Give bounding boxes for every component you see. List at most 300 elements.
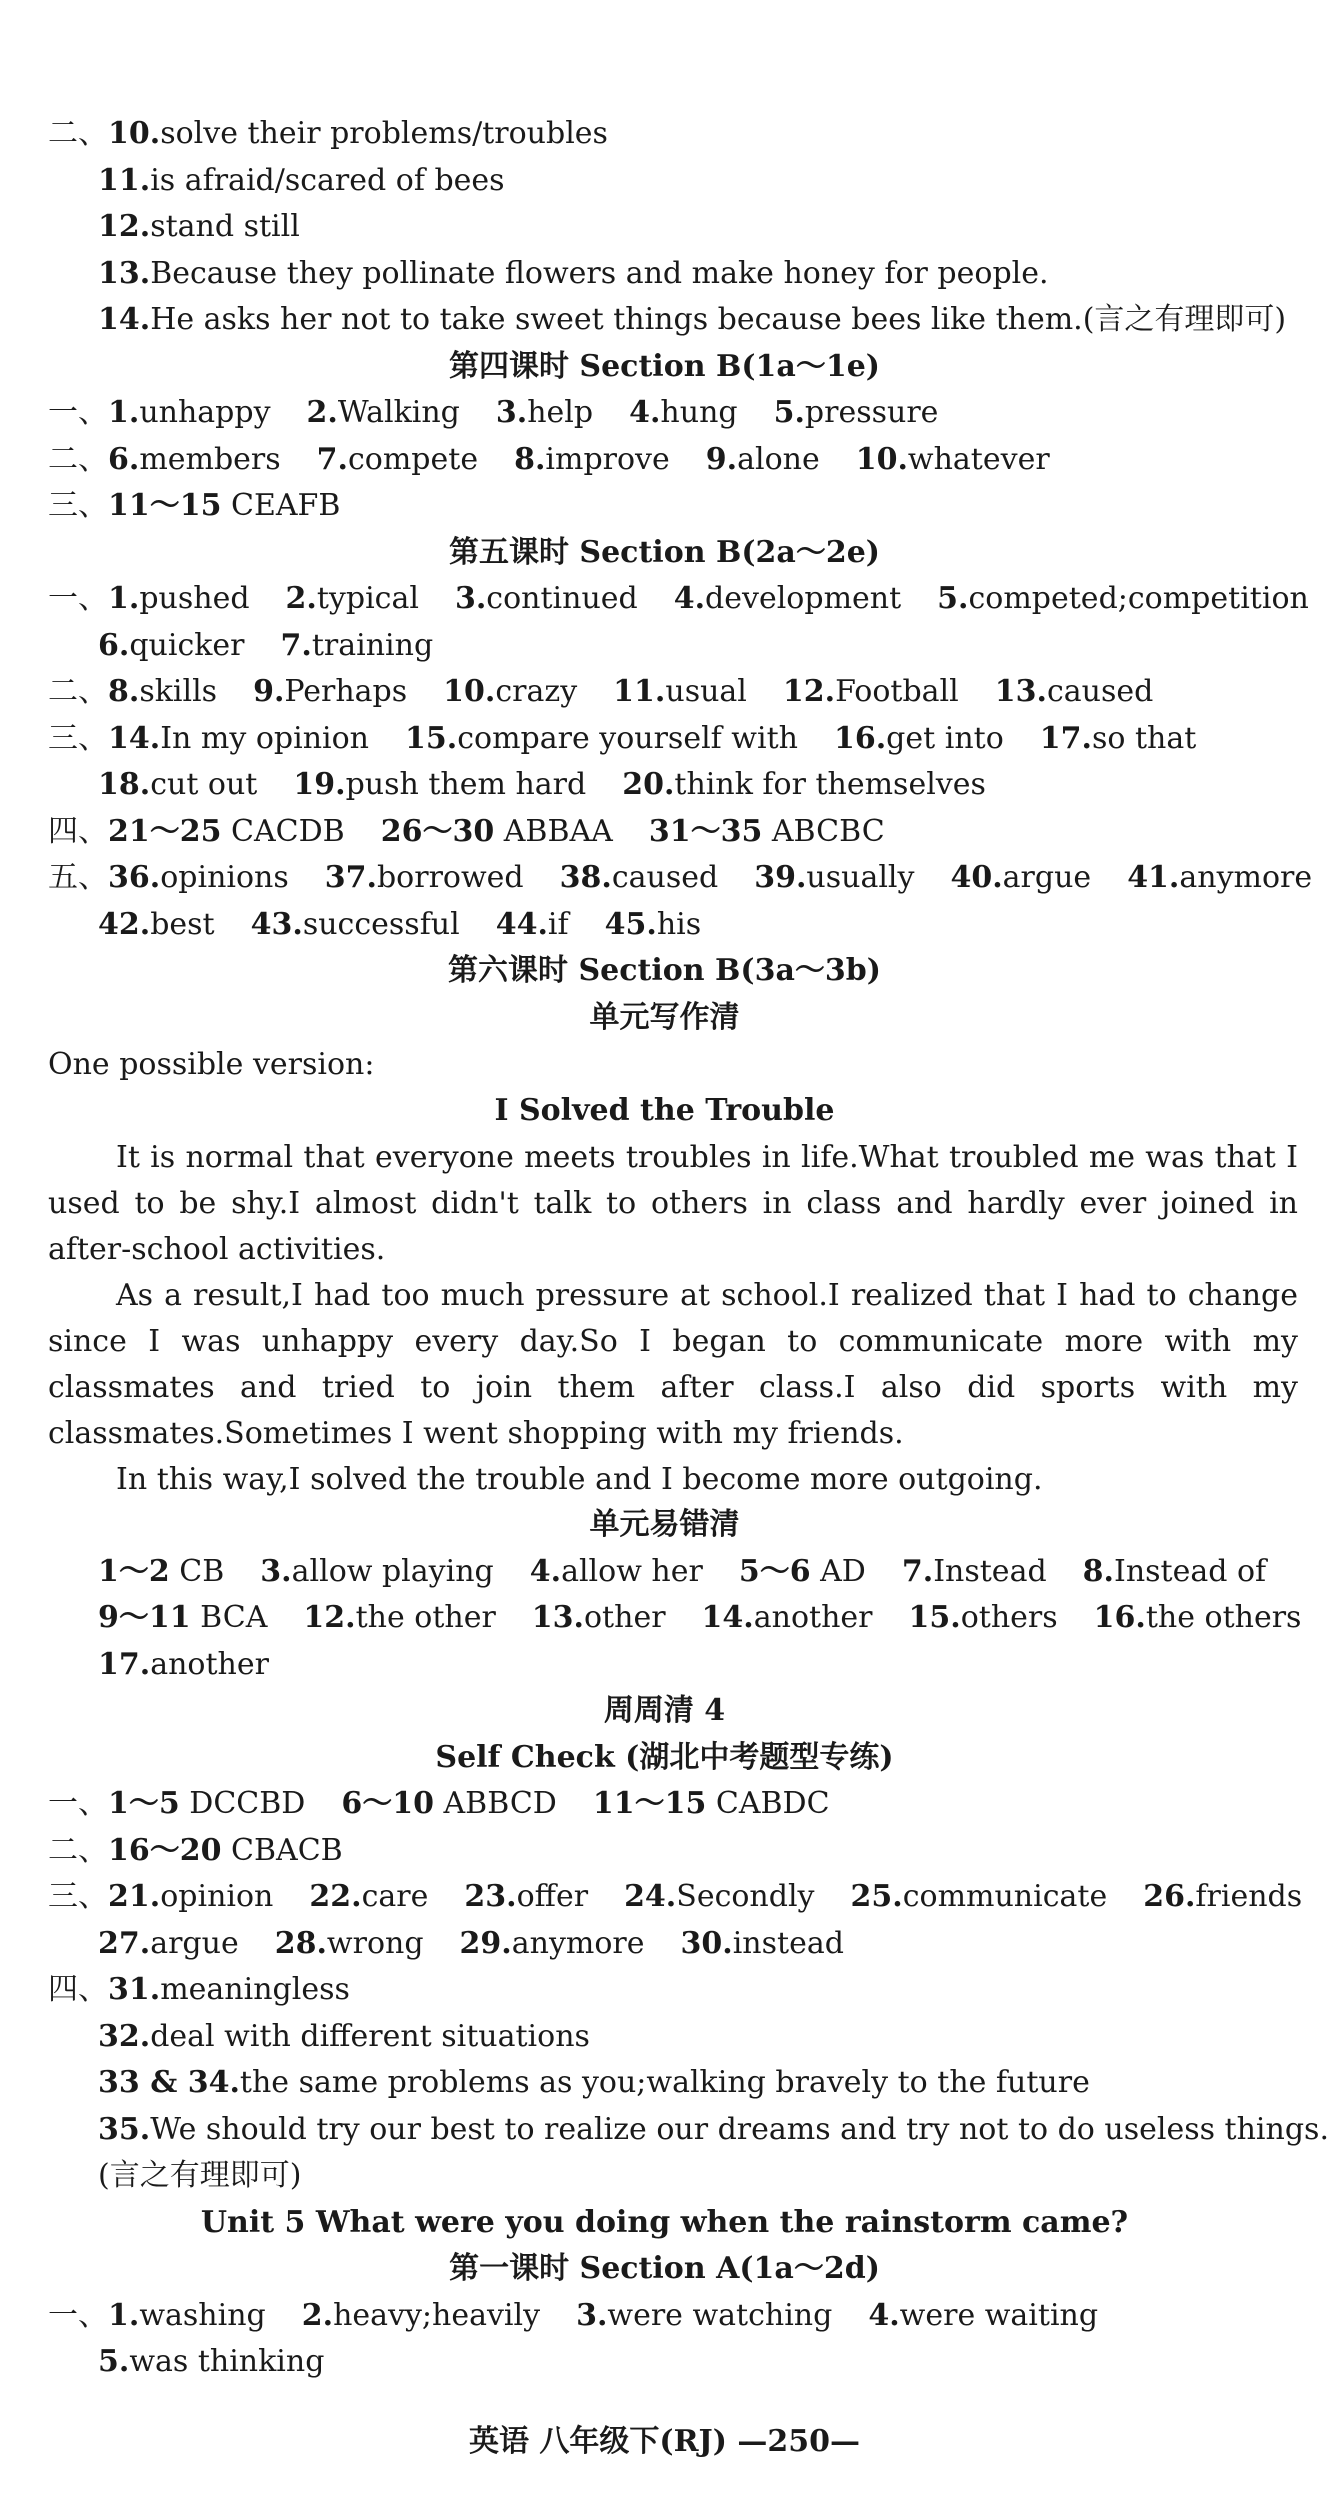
answer-item (317, 442, 478, 477)
answer-number: 16. (1093, 1600, 1146, 1635)
answer-item (937, 581, 1309, 616)
answer-line (98, 903, 701, 947)
answer-line (98, 1596, 1301, 1640)
question-part-label: 二、 (48, 116, 108, 151)
answer-text: Walking (337, 395, 460, 430)
answer-text: were watching (607, 2297, 833, 2333)
answer-number: 27. (98, 1925, 151, 1961)
answer-item (702, 1600, 873, 1635)
answer-text: heavy;heavily (333, 2297, 541, 2333)
answer-text: CACDB (221, 813, 345, 849)
section-title: Self Check (湖北中考题型专练) (435, 1739, 894, 1775)
question-part-label: 四、 (48, 1972, 108, 2007)
answer-number: 20. (622, 767, 675, 802)
essay-paragraph: It is normal that everyone meets troubles in life.What troubled me was that I used to be shy.I almost didn't talk to others in class and hardly ever joined in after-school activities. (48, 1140, 1298, 1267)
answer-number: 8. (514, 441, 546, 477)
answer-text: caused (611, 860, 719, 895)
section-title: 周周清 4 (603, 1693, 726, 1728)
answer-item (902, 1554, 1047, 1589)
essay-intro: One possible version: (48, 1047, 375, 1082)
question-part-label: 三、 (48, 488, 108, 523)
answer-item (868, 2298, 1098, 2333)
answer-text: were waiting (899, 2297, 1099, 2333)
answer-text: stand still (150, 209, 300, 244)
answer-item (381, 814, 613, 849)
answer-number: 22. (309, 1879, 362, 1914)
answer-text: another (753, 1600, 873, 1635)
question-part-label: 二、 (48, 441, 108, 477)
essay-paragraph: As a result,I had too much pressure at school.I realized that I had to change since I was unhappy every day.So I began to communicate more with my classmates and tried to join them after class.I also did sports with my classmates.Sometimes I went shopping with my friends. (48, 1278, 1298, 1451)
answer-item (98, 163, 505, 198)
answer-line (48, 2294, 1098, 2338)
answer-number: 35. (98, 2111, 151, 2147)
answer-item (309, 1879, 428, 1914)
answer-text: his (656, 906, 702, 942)
answer-item (605, 907, 702, 942)
answer-item (649, 814, 885, 849)
answer-number: 13. (98, 255, 151, 291)
answer-text: pressure (804, 395, 939, 430)
answer-number: 14. (108, 720, 161, 756)
answer-text: washing (139, 2297, 266, 2333)
answer-text: other (584, 1600, 666, 1635)
answer-text: best (150, 906, 215, 942)
answer-text: typical (316, 581, 419, 616)
answer-text: compare yourself with (457, 720, 798, 756)
answer-number: 6. (98, 627, 130, 663)
answer-number: 44. (495, 906, 548, 942)
page-footer: 英语 八年级下(RJ) —250— (468, 2424, 861, 2459)
answer-number: 8. (108, 674, 140, 709)
answer-item (754, 860, 914, 895)
answer-text: think for themselves (674, 767, 986, 802)
answer-item (851, 1879, 1108, 1914)
answer-item (443, 674, 577, 709)
answer-number: 15. (405, 720, 458, 756)
answer-text: Because they pollinate flowers and make honey for people. (150, 255, 1049, 291)
question-part-label: 四、 (48, 813, 108, 849)
answer-item (1127, 860, 1312, 895)
answer-text: CABDC (706, 1786, 830, 1821)
essay-paragraph: In this way,I solved the trouble and I become more outgoing. (116, 1462, 1043, 1497)
answer-line (48, 438, 1050, 482)
answer-text: so that (1091, 720, 1197, 756)
question-part-label: 二、 (48, 674, 108, 709)
answer-number: 25. (850, 1879, 903, 1914)
answer-number: 5～6 (738, 1553, 811, 1589)
answer-number: 4. (868, 2297, 900, 2333)
answer-text: Perhaps (284, 674, 408, 709)
answer-line (98, 2015, 590, 2059)
answer-text: communicate (902, 1879, 1108, 1914)
answer-item (98, 2158, 301, 2193)
answer-item (108, 442, 281, 477)
answer-line (98, 763, 986, 807)
answer-item (98, 1554, 224, 1589)
answer-number: 12. (98, 209, 151, 244)
answer-line (98, 298, 1286, 342)
section-title: 第六课时 Section B(3a～3b) (448, 953, 881, 988)
answer-number: 24. (624, 1879, 677, 1914)
answer-text: Instead (933, 1553, 1047, 1589)
answer-item (303, 1600, 495, 1635)
answer-number: 14. (98, 302, 151, 337)
answer-number: 4. (673, 581, 706, 616)
answer-text: get into (886, 720, 1004, 756)
answer-line (98, 1922, 844, 1966)
answer-number: 12. (782, 674, 836, 709)
answer-number: 41. (1127, 860, 1180, 895)
answer-line (48, 1782, 830, 1826)
answer-item (613, 674, 747, 709)
answer-text: development (705, 581, 902, 616)
answer-text: offer (516, 1879, 589, 1914)
answer-text: In my opinion (160, 720, 370, 756)
answer-text: another (150, 1646, 269, 1682)
answer-item (108, 721, 369, 756)
answer-number: 29. (459, 1925, 512, 1961)
answer-item (909, 1600, 1058, 1635)
answer-item (108, 395, 271, 430)
answer-item (98, 302, 1286, 337)
answer-item (302, 2298, 540, 2333)
answer-item (98, 2112, 1329, 2147)
answer-item (98, 1600, 267, 1635)
answer-item (108, 1786, 305, 1821)
answer-item (108, 2298, 266, 2333)
answer-number: 2. (285, 581, 317, 616)
answer-item (98, 1647, 269, 1682)
answer-number: 19. (293, 767, 346, 802)
answer-number: 33 & 34. (98, 2065, 240, 2100)
answer-number: 1～5 (108, 1786, 180, 1821)
answer-item (286, 581, 419, 616)
answer-number: 42. (98, 906, 151, 942)
answer-number: 5. (98, 2344, 130, 2379)
answer-text: AD (810, 1553, 866, 1589)
answer-text: crazy (495, 674, 578, 709)
answer-number: 37. (324, 860, 377, 895)
answer-item (624, 1879, 814, 1914)
answer-number: 3. (576, 2297, 608, 2333)
answer-line (98, 2108, 1329, 2152)
answer-number: 12. (303, 1600, 356, 1635)
answer-item (98, 2344, 324, 2379)
answer-item (681, 1926, 844, 1961)
answer-line (98, 2061, 1090, 2105)
answer-text: usually (806, 860, 915, 895)
section-title: 第四课时 Section B(1a～1e) (448, 348, 880, 384)
answer-item (293, 767, 586, 802)
answer-number: 23. (464, 1879, 517, 1914)
answer-line (48, 391, 938, 435)
answer-line (48, 577, 1309, 621)
answer-number: 5. (773, 395, 805, 430)
answer-number: 13. (531, 1600, 584, 1635)
answer-line (48, 112, 608, 156)
answer-line (48, 810, 885, 854)
answer-text: help (527, 395, 594, 430)
answer-text: allow playing (291, 1553, 494, 1589)
essay-title: I Solved the Trouble (494, 1092, 835, 1128)
answer-number: 9. (705, 441, 738, 477)
answer-item (834, 721, 1004, 756)
answer-number: 14. (701, 1600, 754, 1635)
answer-item (98, 907, 215, 942)
answer-text: BCA (190, 1600, 268, 1635)
answer-text: unhappy (139, 395, 271, 430)
question-part-label: 一、 (48, 395, 108, 430)
answer-text: care (361, 1879, 429, 1914)
answer-text: members (139, 441, 281, 477)
answer-text: push them hard (345, 767, 587, 802)
answer-item (108, 674, 217, 709)
answer-item (560, 860, 719, 895)
answer-item (455, 581, 638, 616)
answer-item (739, 1554, 866, 1589)
answer-text: alone (737, 441, 820, 477)
answer-line (48, 856, 1312, 900)
answer-text: anymore (1179, 860, 1313, 895)
answer-number: 8. (1082, 1553, 1114, 1589)
answer-text: the other (355, 1600, 496, 1635)
answer-number: 10. (443, 674, 496, 709)
answer-line (98, 2340, 324, 2384)
answer-text: CBACB (221, 1832, 343, 1868)
answer-item (674, 581, 901, 616)
answer-line (98, 1643, 269, 1687)
answer-line (98, 252, 1049, 296)
answer-number: 18. (98, 767, 151, 802)
section-title: 第五课时 Section B(2a～2e) (448, 534, 880, 570)
question-part-label: 一、 (48, 581, 108, 616)
answer-text: improve (545, 441, 670, 477)
question-part-label: 三、 (48, 1879, 108, 1914)
answer-text: successful (302, 906, 460, 942)
answer-line (48, 1829, 343, 1873)
answer-text: competed;competition (968, 581, 1309, 616)
answer-line (98, 2154, 301, 2198)
answer-number: 11. (613, 674, 666, 709)
answer-text: opinions (160, 860, 289, 895)
answer-item (98, 2065, 1090, 2100)
answer-item (281, 628, 434, 663)
answer-number: 4. (529, 1553, 562, 1589)
answer-item (251, 907, 460, 942)
answer-item (108, 1879, 273, 1914)
answer-text: DCCBD (179, 1786, 306, 1821)
answer-line (48, 717, 1196, 761)
answer-number: 11～15 (592, 1786, 707, 1821)
answer-item (460, 1926, 645, 1961)
answer-number: 10. (108, 116, 161, 151)
answer-number: 10. (855, 441, 908, 477)
answer-item (98, 767, 257, 802)
answer-text: allow her (561, 1553, 703, 1589)
answer-text: meaningless (160, 1972, 350, 2007)
answer-number: 26. (1143, 1879, 1196, 1914)
answer-item (706, 442, 820, 477)
answer-item (576, 2298, 832, 2333)
answer-item (108, 488, 340, 523)
answer-number: 17. (1039, 720, 1092, 756)
answer-number: 31. (108, 1972, 161, 2007)
answer-number: 26～30 (380, 813, 495, 849)
answer-number: 2. (306, 395, 338, 430)
answer-number: 9. (253, 674, 285, 709)
answer-number: 21. (108, 1879, 161, 1914)
answer-number: 32. (98, 2018, 151, 2054)
answer-line (98, 624, 433, 668)
subsection-title: 单元易错清 (589, 1507, 740, 1542)
answer-item (108, 116, 608, 151)
answer-item (260, 1554, 493, 1589)
answer-number: 40. (950, 860, 1003, 895)
answer-number: 39. (754, 860, 807, 895)
answer-text: wrong (326, 1925, 424, 1961)
answer-text: if (547, 906, 569, 942)
answer-text: deal with different situations (150, 2018, 590, 2054)
answer-text: hung (660, 395, 738, 430)
answer-text: ABBCD (433, 1786, 557, 1821)
answer-text: continued (486, 581, 638, 616)
answer-number: 1. (108, 395, 140, 430)
answer-number: 16. (833, 720, 887, 756)
answer-text: We should try our best to realize our dreams and try not to do useless things. (150, 2111, 1329, 2147)
answer-number: 3. (260, 1553, 292, 1589)
answer-text: Instead of (1113, 1553, 1267, 1589)
answer-text: the others (1145, 1600, 1302, 1635)
answer-text: (言之有理即可) (98, 2158, 302, 2193)
answer-text: others (960, 1600, 1058, 1635)
answer-number: 45. (604, 906, 657, 942)
answer-text: was thinking (129, 2344, 325, 2379)
answer-line (98, 159, 505, 203)
answer-item (405, 721, 798, 756)
answer-text: quicker (129, 627, 245, 663)
answer-item (307, 395, 460, 430)
answer-item (98, 2019, 590, 2054)
answer-number: 31～35 (648, 813, 763, 849)
answer-number: 28. (274, 1925, 327, 1961)
answer-text: ABBAA (494, 813, 613, 849)
answer-text: the same problems as you;walking bravely to the future (239, 2065, 1090, 2100)
answer-number: 5. (937, 581, 969, 616)
answer-item (622, 767, 986, 802)
answer-item (108, 1833, 343, 1868)
answer-text: CB (169, 1553, 225, 1589)
answer-number: 1～2 (98, 1553, 170, 1589)
answer-line (48, 1875, 1302, 1919)
answer-item (1143, 1879, 1302, 1914)
answer-number: 1. (108, 581, 140, 616)
answer-item (1083, 1554, 1267, 1589)
answer-number: 3. (495, 395, 528, 430)
answer-line (98, 1550, 1266, 1594)
answer-item (593, 1786, 830, 1821)
answer-text: CEAFB (221, 488, 341, 523)
answer-item (98, 628, 245, 663)
answer-number: 15. (908, 1600, 961, 1635)
answer-item (98, 209, 300, 244)
answer-item (629, 395, 738, 430)
answer-number: 7. (316, 441, 348, 477)
answer-item (98, 1926, 239, 1961)
answer-item (464, 1879, 588, 1914)
answer-number: 36. (108, 860, 161, 895)
question-part-label: 一、 (48, 2297, 108, 2333)
answer-item (496, 395, 593, 430)
question-part-label: 五、 (48, 860, 108, 895)
section-title: 第一课时 Section A(1a～2d) (449, 2251, 880, 2286)
answer-item (856, 442, 1050, 477)
answer-text: Secondly (676, 1879, 815, 1914)
answer-number: 6. (108, 441, 140, 477)
answer-text: borrowed (376, 860, 524, 895)
answer-item (1094, 1600, 1302, 1635)
answer-number: 38. (559, 860, 612, 895)
answer-item (950, 860, 1091, 895)
answer-item (341, 1786, 556, 1821)
answer-number: 1. (108, 2297, 140, 2333)
answer-number: 7. (280, 627, 312, 663)
answer-text: usual (665, 674, 747, 709)
answer-item (1040, 721, 1197, 756)
answer-number: 4. (629, 395, 661, 430)
answer-text: whatever (907, 441, 1050, 477)
question-part-label: 一、 (48, 1786, 108, 1821)
answer-text: pushed (139, 581, 250, 616)
unit-title: Unit 5 What were you doing when the rainstorm came? (200, 2204, 1129, 2240)
answer-line (48, 670, 1153, 714)
answer-text: solve their problems/troubles (160, 116, 608, 151)
answer-item (325, 860, 524, 895)
answer-item (108, 814, 345, 849)
answer-text: ABCBC (762, 813, 885, 849)
answer-number: 7. (901, 1553, 934, 1589)
answer-text: caused (1046, 674, 1154, 709)
answer-number: 11～15 (108, 488, 222, 523)
question-part-label: 二、 (48, 1832, 108, 1868)
answer-item (995, 674, 1154, 709)
answer-number: 43. (250, 906, 303, 942)
answer-item (108, 1972, 350, 2007)
answer-item (253, 674, 407, 709)
answer-item (774, 395, 939, 430)
answer-text: cut out (150, 767, 258, 802)
answer-item (98, 256, 1049, 291)
answer-text: friends (1195, 1879, 1303, 1914)
answer-item (275, 1926, 424, 1961)
answer-number: 30. (680, 1925, 733, 1961)
answer-item (514, 442, 670, 477)
question-part-label: 三、 (48, 720, 108, 756)
answer-item (783, 674, 959, 709)
answer-item (108, 860, 289, 895)
subsection-title: 单元写作清 (589, 999, 740, 1035)
answer-number: 13. (994, 674, 1047, 709)
answer-text: argue (1002, 860, 1092, 895)
answer-text: compete (348, 441, 479, 477)
answer-line (48, 484, 340, 528)
answer-item (496, 907, 569, 942)
answer-text: instead (732, 1925, 844, 1961)
answer-number: 6～10 (341, 1786, 434, 1821)
answer-text: argue (150, 1925, 239, 1961)
answer-item (530, 1554, 703, 1589)
answer-text: He asks her not to take sweet things because bees like them.(言之有理即可) (150, 302, 1287, 337)
answer-text: Football (835, 674, 959, 709)
